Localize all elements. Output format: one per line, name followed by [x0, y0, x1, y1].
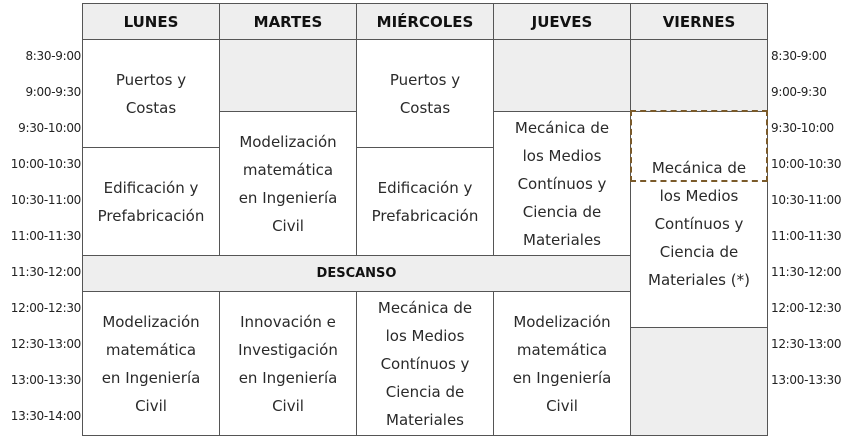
time-label: 12:00-12:30: [771, 301, 842, 315]
empty-cell: [630, 39, 768, 112]
empty-cell: [630, 327, 768, 436]
header-friday: [630, 3, 768, 40]
time-label: 13:00-13:30: [771, 373, 842, 387]
time-label: 8:30-9:00: [25, 49, 81, 63]
time-label: 9:30-10:00: [771, 121, 834, 135]
class-cell-wednesday-3: Mecánica de los Medios Contínuos y Ciencia de Materiales: [356, 291, 494, 436]
time-label: 10:30-11:00: [10, 193, 81, 207]
time-label: 8:30-9:00: [771, 49, 827, 63]
class-cell-thursday-2: Modelización matemática en Ingeniería Civil: [493, 291, 631, 436]
header-monday: [82, 3, 220, 40]
empty-cell: [493, 39, 631, 112]
time-label: 11:30-12:00: [771, 265, 842, 279]
class-cell-friday-1: Mecánica de los Medios Contínuos y Ciencia de Materiales (*): [630, 111, 768, 328]
class-cell-thursday-1: Mecánica de los Medios Contínuos y Ciencia de Materiales: [493, 111, 631, 256]
break-label: DESCANSO: [316, 266, 397, 281]
time-label: 11:00-11:30: [771, 229, 842, 243]
time-label: 12:30-13:00: [771, 337, 842, 351]
time-label: 12:00-12:30: [10, 301, 81, 315]
time-label: 12:30-13:00: [10, 337, 81, 351]
day-label: JUEVES: [531, 12, 593, 31]
break-row: [82, 255, 631, 292]
time-label: 13:30-14:00: [10, 409, 81, 423]
day-label: MARTES: [253, 12, 323, 31]
header-tuesday: [219, 3, 357, 40]
class-cell-wednesday-1: Puertos y Costas: [356, 39, 494, 148]
day-label: VIERNES: [662, 12, 736, 31]
time-label: 9:30-10:00: [18, 121, 81, 135]
class-cell-wednesday-2: Edificación y Prefabricación: [356, 147, 494, 256]
time-label: 9:00-9:30: [25, 85, 81, 99]
time-label: 13:00-13:30: [10, 373, 81, 387]
empty-cell: [219, 39, 357, 112]
class-cell-monday-3: Modelización matemática en Ingeniería Civil: [82, 291, 220, 436]
time-label: 10:30-11:00: [771, 193, 842, 207]
time-label: 9:00-9:30: [771, 85, 827, 99]
day-label: MIÉRCOLES: [376, 12, 474, 31]
class-cell-tuesday-2: Innovación e Investigación en Ingeniería Civil: [219, 291, 357, 436]
header-wednesday: [356, 3, 494, 40]
highlight-dashed-box: [630, 110, 768, 182]
day-label: LUNES: [123, 12, 179, 31]
time-label: 11:00-11:30: [10, 229, 81, 243]
time-label: 10:00-10:30: [771, 157, 842, 171]
class-cell-monday-2: Edificación y Prefabricación: [82, 147, 220, 256]
class-cell-monday-1: Puertos y Costas: [82, 39, 220, 148]
class-cell-tuesday-1: Modelización matemática en Ingeniería Civil: [219, 111, 357, 256]
time-label: 11:30-12:00: [10, 265, 81, 279]
header-thursday: [493, 3, 631, 40]
time-label: 10:00-10:30: [10, 157, 81, 171]
